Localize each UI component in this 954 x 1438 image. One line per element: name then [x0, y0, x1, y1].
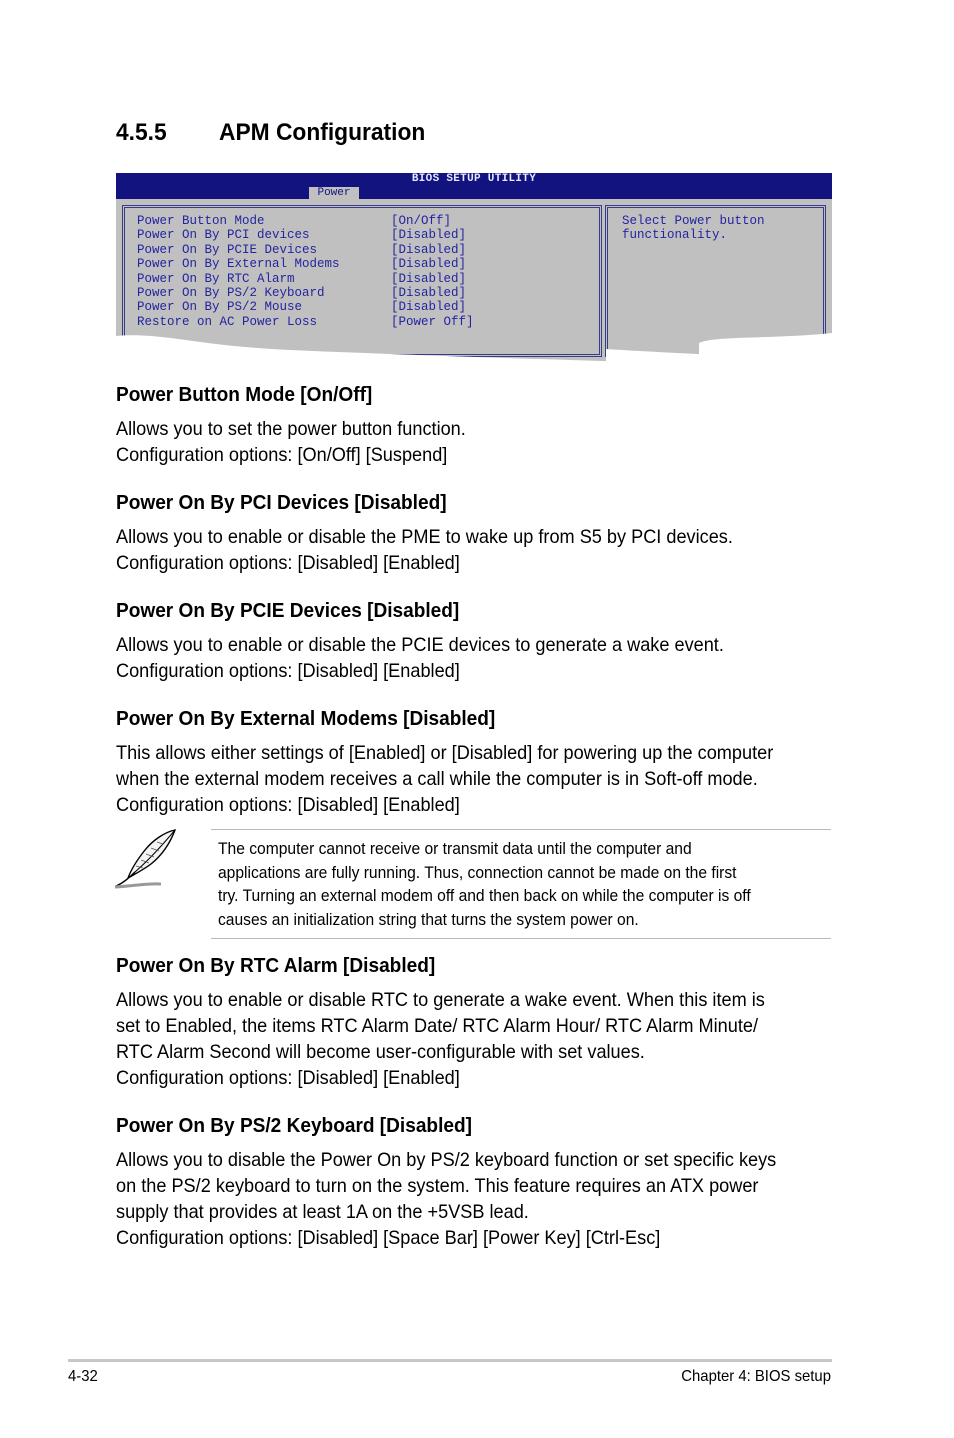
section-body-power-on-modems: [116, 740, 823, 818]
body-line: Configuration options: [On/Off] [Suspend]: [116, 444, 448, 466]
bios-setting-label: Power On By PS/2 Keyboard: [137, 285, 325, 300]
note-line: The computer cannot receive or transmit data until the computer and: [218, 839, 692, 858]
note-line: causes an initialization string that turns the system power on.: [218, 909, 639, 929]
bios-setting-label: Power On By RTC Alarm: [137, 271, 295, 286]
chapter-label: Chapter 4: BIOS setup: [681, 1368, 831, 1385]
bios-setting-value[interactable]: [Power Off]: [391, 314, 474, 329]
section-body-power-on-keyboard: [116, 1147, 823, 1251]
bios-screenshot: [116, 173, 832, 364]
section-heading-power-button-mode: Power Button Mode [On/Off]: [116, 383, 373, 406]
body-line: RTC Alarm Second will become user-configurable with set values.: [116, 1041, 645, 1063]
bios-setting-label: Power On By PS/2 Mouse: [137, 300, 303, 315]
section-heading-power-on-modems: Power On By External Modems [Disabled]: [116, 707, 496, 730]
body-line: Configuration options: [Disabled] [Enabled]: [116, 552, 460, 574]
bios-setting-value[interactable]: [Disabled]: [391, 257, 467, 272]
page-number: 4-32: [68, 1368, 98, 1385]
section-heading-power-on-keyboard: Power On By PS/2 Keyboard [Disabled]: [116, 1114, 472, 1137]
bios-setting-label: Power On By External Modems: [137, 257, 340, 272]
body-line: set to Enabled, the items RTC Alarm Date/ RTC Alarm Hour/ RTC Alarm Minute/: [116, 1015, 759, 1037]
section-body-power-button-mode: [116, 416, 823, 468]
body-line: Allows you to enable or disable the PCIE devices to generate a wake event.: [116, 634, 724, 656]
bios-setting-value[interactable]: [On/Off]: [391, 214, 452, 228]
body-line: Allows you to disable the Power On by PS/2 keyboard function or set specific keys: [116, 1149, 777, 1171]
section-heading-power-on-rtc: Power On By RTC Alarm [Disabled]: [116, 954, 436, 977]
note-bottom-rule: [211, 938, 831, 939]
bios-torn-edge: [116, 173, 832, 364]
body-line: Allows you to set the power button function.: [116, 418, 466, 440]
bios-setting-value[interactable]: [Disabled]: [391, 300, 467, 315]
note-line: try. Turning an external modem off and then back on while the computer is off: [218, 886, 751, 905]
body-line: Configuration options: [Disabled] [Space Bar] [Power Key] [Ctrl-Esc]: [116, 1227, 661, 1249]
body-line: Allows you to enable or disable the PME to wake up from S5 by PCI devices.: [116, 526, 733, 548]
bios-setting-label: Power Button Mode: [137, 214, 265, 228]
body-line: on the PS/2 keyboard to turn on the system. This feature requires an ATX power: [116, 1175, 759, 1197]
section-number: 4.5.5: [116, 119, 167, 146]
section-body-power-on-rtc: [116, 987, 823, 1091]
body-line: This allows either settings of [Enabled] or [Disabled] for powering up the computer: [116, 742, 774, 764]
bios-setting-label: Power On By PCIE Devices: [137, 242, 318, 257]
body-line: Configuration options: [Disabled] [Enabled]: [116, 794, 460, 816]
bios-setting-value[interactable]: [Disabled]: [391, 271, 467, 286]
note-top-rule: [211, 829, 831, 830]
note-text: [218, 837, 813, 931]
body-line: supply that provides at least 1A on the +5VSB lead.: [116, 1201, 529, 1223]
section-body-power-on-pcie: [116, 632, 823, 684]
bios-setting-label: Power On By PCI devices: [137, 228, 310, 243]
body-line: Configuration options: [Disabled] [Enabled]: [116, 1067, 460, 1089]
footer-rule: [68, 1359, 832, 1362]
section-body-power-on-pci: [116, 524, 823, 576]
note-line: applications are fully running. Thus, connection cannot be made on the first: [218, 862, 737, 882]
feather-quill-icon: [113, 826, 185, 892]
section-title: APM Configuration: [219, 119, 426, 146]
bios-setting-label: Restore on AC Power Loss: [137, 314, 318, 329]
bios-title: BIOS SETUP UTILITY: [411, 173, 537, 185]
bios-help-line: Select Power button: [622, 214, 765, 228]
section-heading-power-on-pcie: Power On By PCIE Devices [Disabled]: [116, 599, 460, 622]
bios-tab-power[interactable]: Power: [309, 187, 359, 199]
body-line: when the external modem receives a call while the computer is in Soft-off mode.: [116, 768, 758, 790]
body-line: Configuration options: [Disabled] [Enabled]: [116, 660, 460, 682]
section-heading-power-on-pci: Power On By PCI Devices [Disabled]: [116, 491, 447, 514]
bios-setting-value[interactable]: [Disabled]: [391, 228, 467, 243]
bios-setting-value[interactable]: [Disabled]: [391, 285, 467, 300]
body-line: Allows you to enable or disable RTC to generate a wake event. When this item is: [116, 989, 765, 1011]
bios-setting-value[interactable]: [Disabled]: [391, 242, 467, 257]
bios-help-line: functionality.: [622, 228, 728, 243]
